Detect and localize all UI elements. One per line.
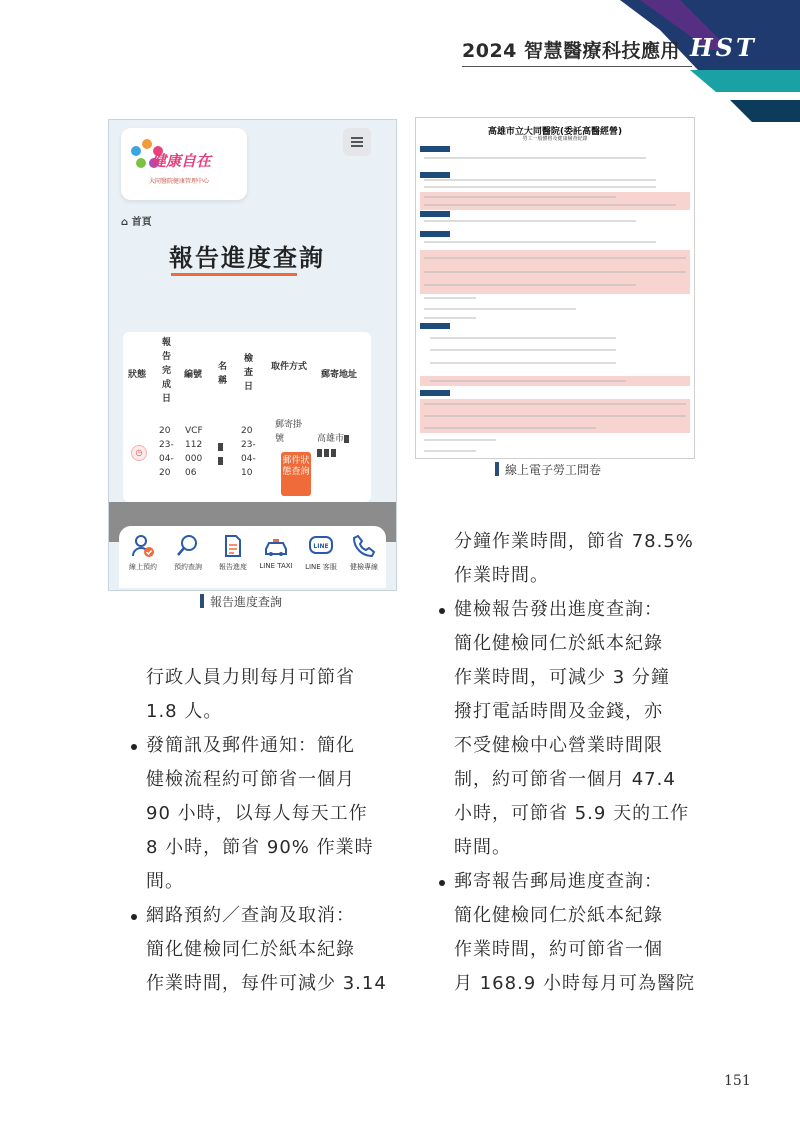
col-name: 名稱: [217, 362, 227, 386]
name-cell-redacted: [218, 440, 225, 468]
page-title: 報告進度查詢: [169, 244, 325, 272]
mail-status-button[interactable]: 郵件狀態查詢: [281, 452, 311, 496]
col-pickup-method: 取件方式: [271, 362, 308, 372]
bullet-dot: [131, 914, 137, 920]
bullet-dot: [439, 608, 445, 614]
logo-card: [121, 128, 247, 200]
page-number: 151: [724, 1073, 751, 1089]
right-bullet-postal: 郵寄報告郵局進度查詢： 簡化健檢同仁於紙本紀錄 作業時間，約可節省一個 月 168.9 小時每月可為醫院: [454, 871, 695, 994]
form-subtitle: 勞工一般體格及健康檢查紀錄: [522, 136, 588, 142]
nav-line-taxi[interactable]: LINE TAXI: [254, 534, 298, 570]
right-paragraph: 分鐘作業時間，節省 78.5% 作業時間。: [454, 531, 694, 586]
right-bullet-report-progress: 健檢報告發出進度查詢： 簡化健檢同仁於紙本紀錄 作業時間，可減少 3 分鐘 撥打電話時間及金錢，亦 不受健檢中心營業時間限 制，約可節省一個月 47.4 小時，可節省 5.9 天的工作 時間。: [454, 599, 690, 858]
left-bullet-sms: 發簡訊及郵件通知：簡化 健檢流程約可節省一個月 90 小時，以每人每天工作 8 小時，節省 90% 作業時 間。: [146, 735, 374, 892]
search-icon: [176, 534, 200, 558]
header-title: 2024 智慧醫療科技應用: [462, 40, 680, 62]
left-bullet-online-booking: 網路預約／查詢及取消： 簡化健檢同仁於紙本紀錄 作業時間，每件可減少 3.14: [146, 905, 387, 994]
col-exam-date: 檢查日: [243, 354, 253, 392]
pickup-method-cell: 郵寄掛號: [275, 420, 303, 444]
status-icon: ◷: [131, 445, 147, 461]
home-icon: ⌂: [121, 217, 129, 228]
title-underline: [171, 273, 297, 276]
bullet-dot: [131, 744, 137, 750]
logo-text: 健康自在: [151, 152, 212, 170]
teal-decoration: [690, 70, 800, 130]
menu-button[interactable]: [343, 128, 371, 156]
header-divider: [462, 66, 692, 67]
breadcrumb-home: 首頁: [131, 217, 152, 228]
col-address: 郵寄地址: [320, 370, 357, 380]
breadcrumb[interactable]: [121, 213, 152, 228]
col-completed-date: 報告完成日: [161, 338, 171, 404]
report-progress-screenshot: [108, 119, 397, 591]
bullet-dot: [439, 880, 445, 886]
nav-online-booking[interactable]: 線上預約: [121, 534, 165, 572]
col-number: 編號: [183, 370, 202, 380]
col-status: 狀態: [127, 370, 146, 380]
completed-date-cell: 20 23- 04- 20: [159, 426, 174, 478]
document-icon: [221, 534, 245, 558]
caption-report-progress: 報告進度查詢: [200, 593, 282, 610]
exam-date-cell: 20 23- 04- 10: [241, 426, 256, 478]
nav-booking-query[interactable]: 預約查詢: [166, 534, 210, 572]
caption-labor-questionnaire: 線上電子勞工問卷: [495, 461, 601, 478]
labor-questionnaire-screenshot: [415, 117, 695, 459]
hst-logo: HST: [690, 33, 757, 62]
left-paragraph: 行政人員力則每月可節省 1.8 人。: [146, 667, 355, 722]
number-cell: VCF 112 000 06: [185, 426, 203, 478]
report-table: [123, 332, 371, 502]
bottom-nav: [119, 526, 386, 588]
nav-line-service[interactable]: LINE LINE 客服: [299, 534, 343, 572]
user-check-icon: [131, 534, 155, 558]
nav-hotline[interactable]: 健檢專線: [342, 534, 386, 572]
taxi-icon: [263, 534, 289, 558]
address-cell: 高雄市: [317, 432, 351, 460]
phone-icon: [352, 534, 376, 558]
svg-text:LINE: LINE: [313, 543, 329, 550]
nav-report-progress[interactable]: 報告進度: [211, 534, 255, 572]
form-lines: [416, 118, 694, 458]
logo-subtitle: 大同醫院健康管理中心: [149, 178, 210, 185]
line-chat-icon: [308, 534, 334, 558]
form-title: 高雄市立大同醫院(委託高醫經營): [487, 127, 623, 137]
